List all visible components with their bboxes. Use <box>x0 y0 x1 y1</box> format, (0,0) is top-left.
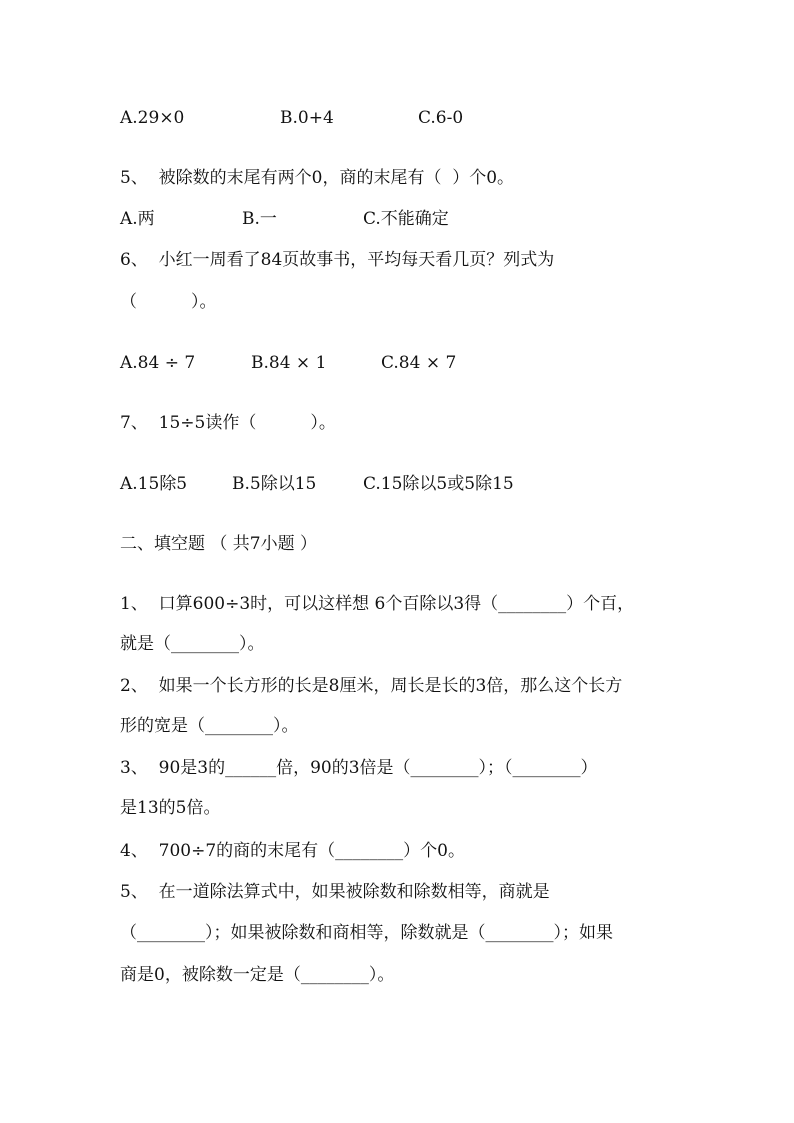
fill-q1-line1: 1、 口算600÷3时，可以这样想 6个百除以3得（________）个百， <box>120 594 635 614</box>
fill-q5-line1: 5、 在一道除法算式中，如果被除数和除数相等，商就是 <box>120 882 550 902</box>
q4-option-b: B.0+4 <box>280 108 334 128</box>
section-title: 二、填空题 （ 共7小题 ） <box>120 534 318 554</box>
q5-option-c: C.不能确定 <box>363 209 449 229</box>
q7-text: 7、 15÷5读作（ ）。 <box>120 413 336 433</box>
q5-text: 5、 被除数的末尾有两个0，商的末尾有（ ）个0。 <box>120 168 515 188</box>
q6-option-c: C.84 × 7 <box>381 353 457 373</box>
q6-option-a: A.84 ÷ 7 <box>120 353 196 373</box>
q7-option-c: C.15除以5或5除15 <box>363 474 514 494</box>
q6-option-b: B.84 × 1 <box>251 353 327 373</box>
q7-option-a: A.15除5 <box>120 474 188 494</box>
q5-option-b: B.一 <box>242 209 277 229</box>
fill-q5-line3: 商是0，被除数一定是（________）。 <box>120 965 395 985</box>
q5-option-a: A.两 <box>120 209 155 229</box>
fill-q3-line1: 3、 90是3的______倍，90的3倍是（________）；（________） <box>120 758 598 778</box>
fill-q2-line2: 形的宽是（________）。 <box>120 716 299 736</box>
q4-option-a: A.29×0 <box>120 108 185 128</box>
fill-q5-line2: （________）；如果被除数和商相等，除数就是（________）；如果 <box>120 923 613 943</box>
q6-text-line2: （ ）。 <box>120 292 217 312</box>
q4-option-c: C.6-0 <box>418 108 464 128</box>
fill-q2-line1: 2、 如果一个长方形的长是8厘米，周长是长的3倍，那么这个长方 <box>120 676 623 696</box>
fill-q1-line2: 就是（________）。 <box>120 634 265 654</box>
q6-text-line1: 6、 小红一周看了84页故事书，平均每天看几页？列式为 <box>120 250 555 270</box>
fill-q4-line1: 4、 700÷7的商的末尾有（________）个0。 <box>120 841 465 861</box>
fill-q3-line2: 是13的5倍。 <box>120 798 221 818</box>
q7-option-b: B.5除以15 <box>232 474 317 494</box>
